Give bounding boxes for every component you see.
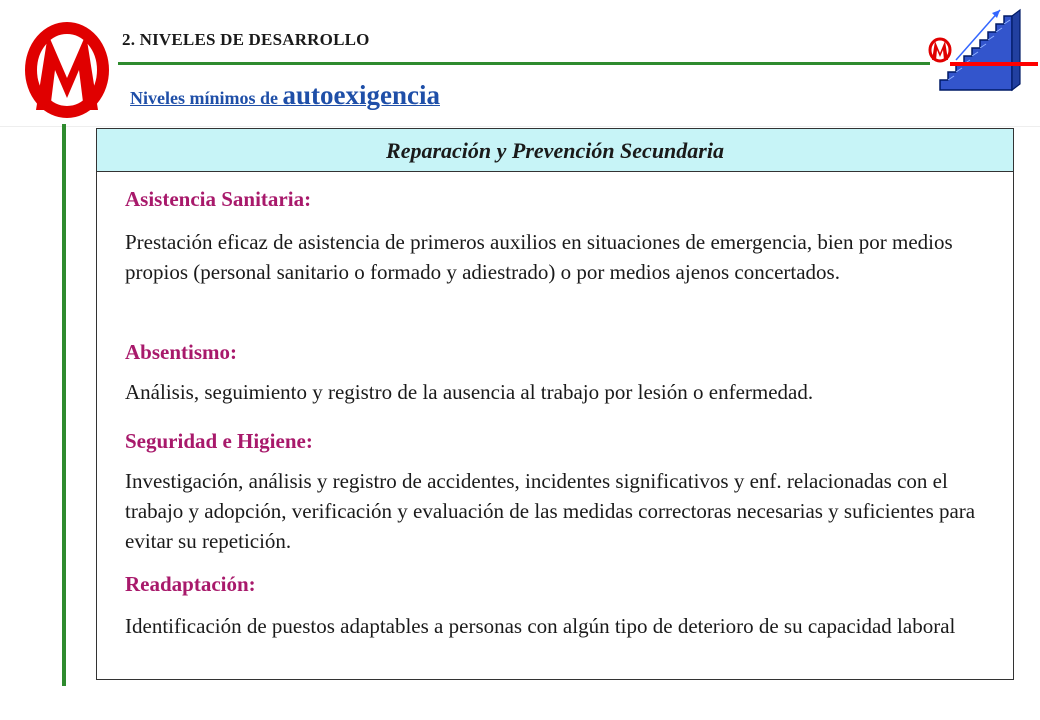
panel-title: Reparación y Prevención Secundaria xyxy=(97,129,1013,172)
text-readaptacion: Identificación de puestos adaptables a personas con algún tipo de deterioro de su capacidad laboral xyxy=(125,614,956,638)
heading-absentismo: Absentismo: xyxy=(125,340,238,364)
text-absentismo: Análisis, seguimiento y registro de la ausencia al trabajo por lesión o enfermedad. xyxy=(125,380,814,404)
red-m-logo-icon xyxy=(22,20,112,120)
heading-readaptacion: Readaptación: xyxy=(125,572,256,596)
content-panel xyxy=(96,128,1014,680)
subtitle-keyword: autoexigencia xyxy=(282,80,440,110)
heading-seguridad-higiene: Seguridad e Higiene: xyxy=(125,429,313,453)
section-number: 2. NIVELES DE DESARROLLO xyxy=(122,30,370,49)
header-rule xyxy=(118,62,930,65)
text-asistencia-sanitaria: Prestación eficaz de asistencia de primeros auxilios en situaciones de emergencia, bien por medios propios (personal sanitario o formado y adiestrado) o por medios ajenos concertados. xyxy=(125,230,953,284)
left-accent-bar xyxy=(62,124,66,686)
subtitle xyxy=(130,80,440,111)
subtitle-prefix: Niveles mínimos de xyxy=(130,88,283,108)
heading-asistencia-sanitaria: Asistencia Sanitaria: xyxy=(125,187,312,211)
header-divider xyxy=(0,126,1040,127)
text-seguridad-higiene: Investigación, análisis y registro de accidentes, incidentes significativos y enf. relacionadas con el trabajo y adopción, verificación y evaluación de las medidas correctoras necesarias y suficientes para evitar su repetición. xyxy=(125,469,976,553)
stairs-logo-icon xyxy=(926,4,1038,94)
